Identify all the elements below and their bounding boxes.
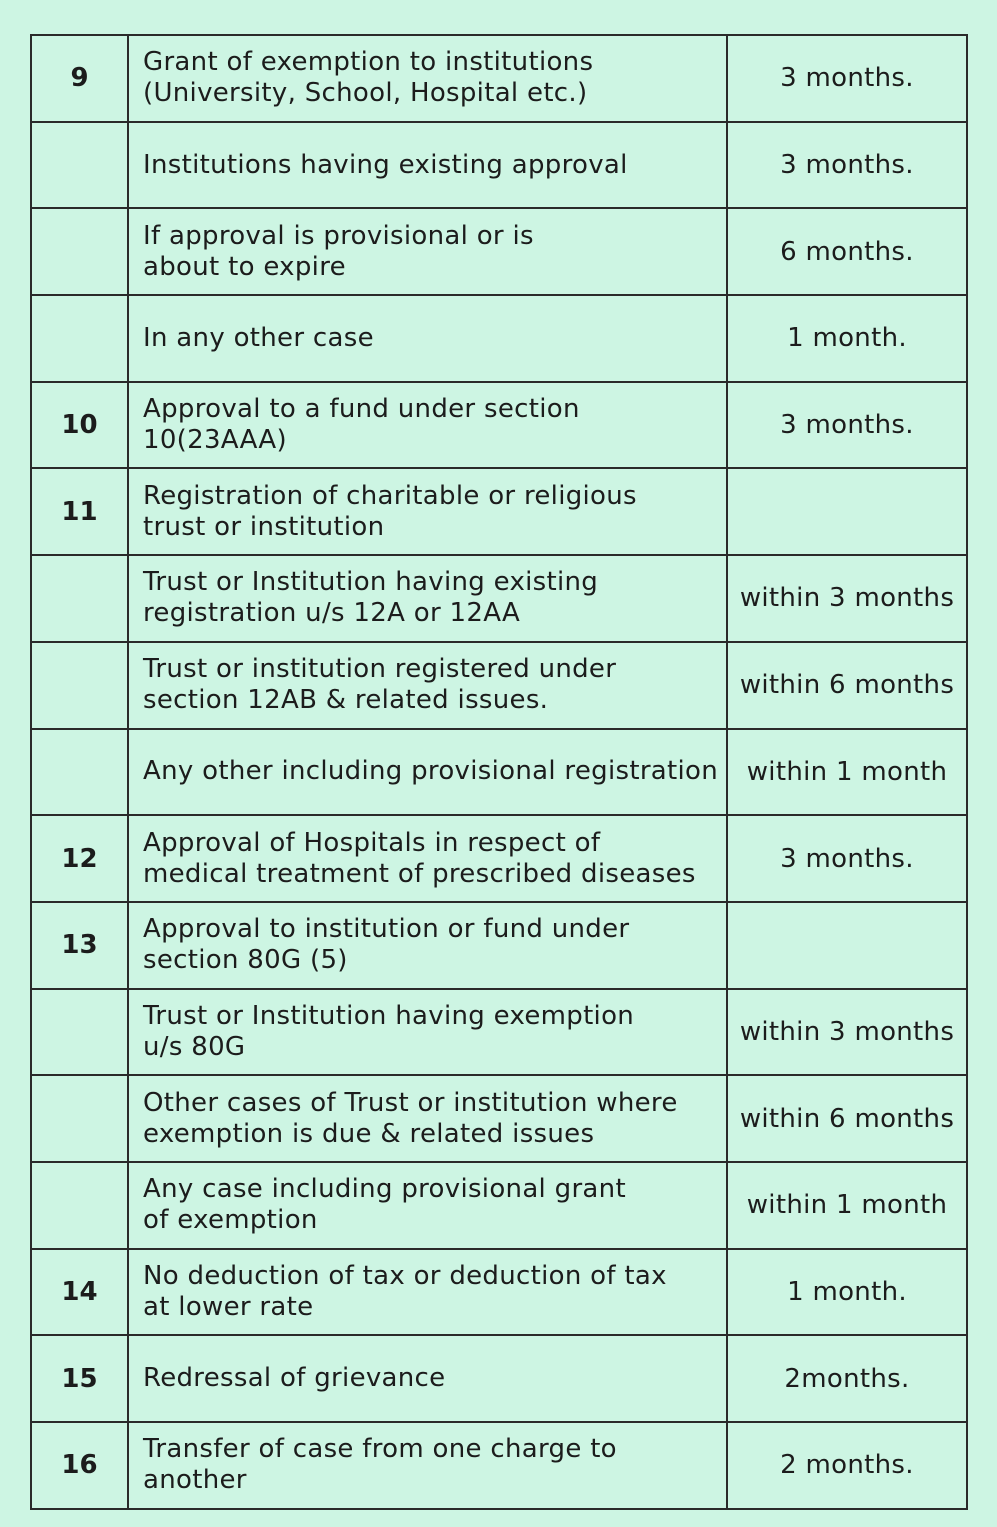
service-description: Approval to a fund under section 10(23AAA) bbox=[128, 382, 727, 469]
service-description: Any case including provisional grant of exemption bbox=[128, 1162, 727, 1249]
table-row bbox=[31, 815, 967, 902]
service-description: Transfer of case from one charge to another bbox=[128, 1422, 727, 1509]
time-limit: within 6 months bbox=[727, 1075, 967, 1162]
service-description: Other cases of Trust or institution where exemption is due & related issues bbox=[128, 1075, 727, 1162]
table-row bbox=[31, 642, 967, 729]
time-limit: 1 month. bbox=[727, 1249, 967, 1336]
service-description: Registration of charitable or religious trust or institution bbox=[128, 468, 727, 555]
time-limit: 3 months. bbox=[727, 122, 967, 209]
serial-number bbox=[31, 989, 128, 1076]
timeline-table-container bbox=[30, 34, 966, 1510]
serial-number: 15 bbox=[31, 1335, 128, 1422]
time-limit: within 6 months bbox=[727, 642, 967, 729]
service-description: Any other including provisional registration bbox=[128, 729, 727, 816]
serial-number: 16 bbox=[31, 1422, 128, 1509]
time-limit bbox=[727, 902, 967, 989]
time-limit: 2 months. bbox=[727, 1422, 967, 1509]
service-description: If approval is provisional or is about to expire bbox=[128, 208, 727, 295]
timeline-table bbox=[30, 34, 968, 1510]
serial-number bbox=[31, 642, 128, 729]
table-row bbox=[31, 555, 967, 642]
table-row bbox=[31, 1422, 967, 1509]
serial-number: 10 bbox=[31, 382, 128, 469]
serial-number bbox=[31, 208, 128, 295]
time-limit: 6 months. bbox=[727, 208, 967, 295]
table-row bbox=[31, 295, 967, 382]
table-row bbox=[31, 35, 967, 122]
service-description: Approval to institution or fund under section 80G (5) bbox=[128, 902, 727, 989]
time-limit bbox=[727, 468, 967, 555]
table-row bbox=[31, 1249, 967, 1336]
time-limit: 3 months. bbox=[727, 382, 967, 469]
serial-number: 9 bbox=[31, 35, 128, 122]
time-limit: within 1 month bbox=[727, 1162, 967, 1249]
table-row bbox=[31, 729, 967, 816]
serial-number: 12 bbox=[31, 815, 128, 902]
table-row bbox=[31, 989, 967, 1076]
serial-number bbox=[31, 295, 128, 382]
time-limit: within 3 months bbox=[727, 555, 967, 642]
service-description: Grant of exemption to institutions (University, School, Hospital etc.) bbox=[128, 35, 727, 122]
serial-number: 11 bbox=[31, 468, 128, 555]
serial-number bbox=[31, 1162, 128, 1249]
time-limit: within 3 months bbox=[727, 989, 967, 1076]
table-row bbox=[31, 122, 967, 209]
time-limit: 2months. bbox=[727, 1335, 967, 1422]
table-row bbox=[31, 1075, 967, 1162]
service-description: No deduction of tax or deduction of tax at lower rate bbox=[128, 1249, 727, 1336]
service-description: Redressal of grievance bbox=[128, 1335, 727, 1422]
serial-number: 14 bbox=[31, 1249, 128, 1336]
serial-number bbox=[31, 555, 128, 642]
service-description: Trust or institution registered under section 12AB & related issues. bbox=[128, 642, 727, 729]
serial-number bbox=[31, 729, 128, 816]
service-description: Institutions having existing approval bbox=[128, 122, 727, 209]
table-row bbox=[31, 1162, 967, 1249]
table-row bbox=[31, 468, 967, 555]
table-row bbox=[31, 1335, 967, 1422]
time-limit: within 1 month bbox=[727, 729, 967, 816]
service-description: Trust or Institution having existing registration u/s 12A or 12AA bbox=[128, 555, 727, 642]
time-limit: 3 months. bbox=[727, 35, 967, 122]
table-row bbox=[31, 382, 967, 469]
service-description: Trust or Institution having exemption u/s 80G bbox=[128, 989, 727, 1076]
serial-number bbox=[31, 122, 128, 209]
table-row bbox=[31, 208, 967, 295]
service-description: Approval of Hospitals in respect of medical treatment of prescribed diseases bbox=[128, 815, 727, 902]
table-row bbox=[31, 902, 967, 989]
service-description: In any other case bbox=[128, 295, 727, 382]
serial-number bbox=[31, 1075, 128, 1162]
serial-number: 13 bbox=[31, 902, 128, 989]
time-limit: 1 month. bbox=[727, 295, 967, 382]
time-limit: 3 months. bbox=[727, 815, 967, 902]
